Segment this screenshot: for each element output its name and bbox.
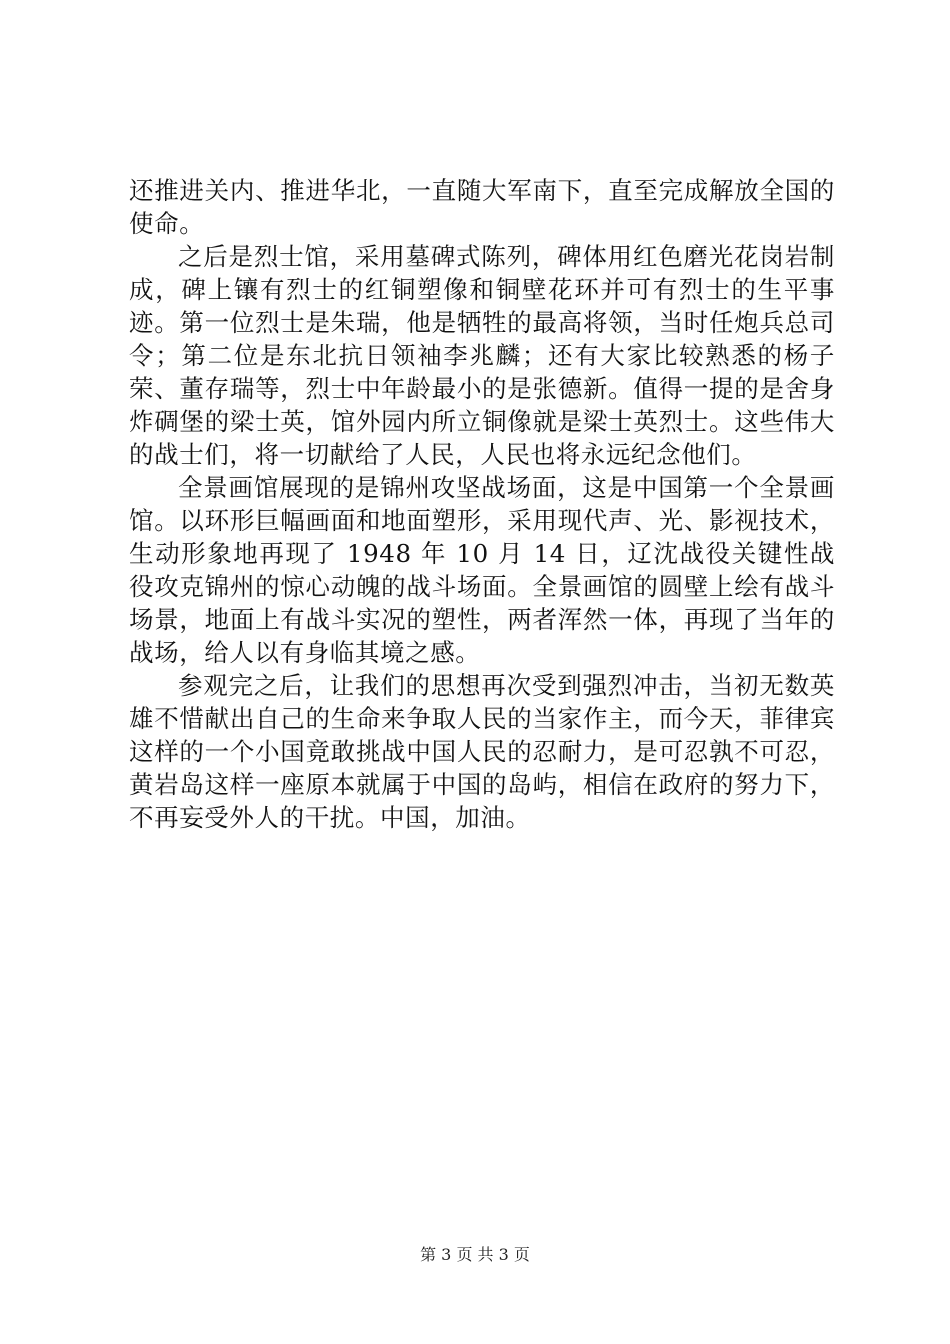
page-footer: 第 3 页 共 3 页 [420,1245,530,1264]
paragraph-1: 还推进关内、推进华北，一直随大军南下，直至完成解放全国的使命。 [129,176,835,238]
document-body [129,174,835,834]
paragraph-3: 全景画馆展现的是锦州攻坚战场面，这是中国第一个全景画馆。以环形巨幅画面和地面塑形，采用现代声、光、影视技术，生动形象地再现了 1948 年 10 月 14 日，辽沈战役关键性战役攻克锦州的惊心动魄的战斗场面。全景画馆的圆壁上绘有战斗场景，地面上有战斗实况的塑性，两者浑然一体，再现了当年的战场，给人以有身临其境之感。 [129,473,835,667]
paragraph-2: 之后是烈士馆，采用墓碑式陈列，碑体用红色磨光花岗岩制成，碑上镶有烈士的红铜塑像和铜壁花环并可有烈士的生平事迹。第一位烈士是朱瑞，他是牺牲的最高将领，当时任炮兵总司令；第二位是东北抗日领袖李兆麟；还有大家比较熟悉的杨子荣、董存瑞等，烈士中年龄最小的是张德新。值得一提的是舍身炸碉堡的梁士英，馆外园内所立铜像就是梁士英烈士。这些伟大的战士们，将一切献给了人民，人民也将永远纪念他们。 [129,242,835,469]
paragraph-4: 参观完之后，让我们的思想再次受到强烈冲击，当初无数英雄不惜献出自己的生命来争取人民的当家作主，而今天，菲律宾这样的一个小国竟敢挑战中国人民的忍耐力，是可忍孰不可忍，黄岩岛这样一座原本就属于中国的岛屿，相信在政府的努力下，不再妄受外人的干扰。中国，加油。 [129,671,835,832]
